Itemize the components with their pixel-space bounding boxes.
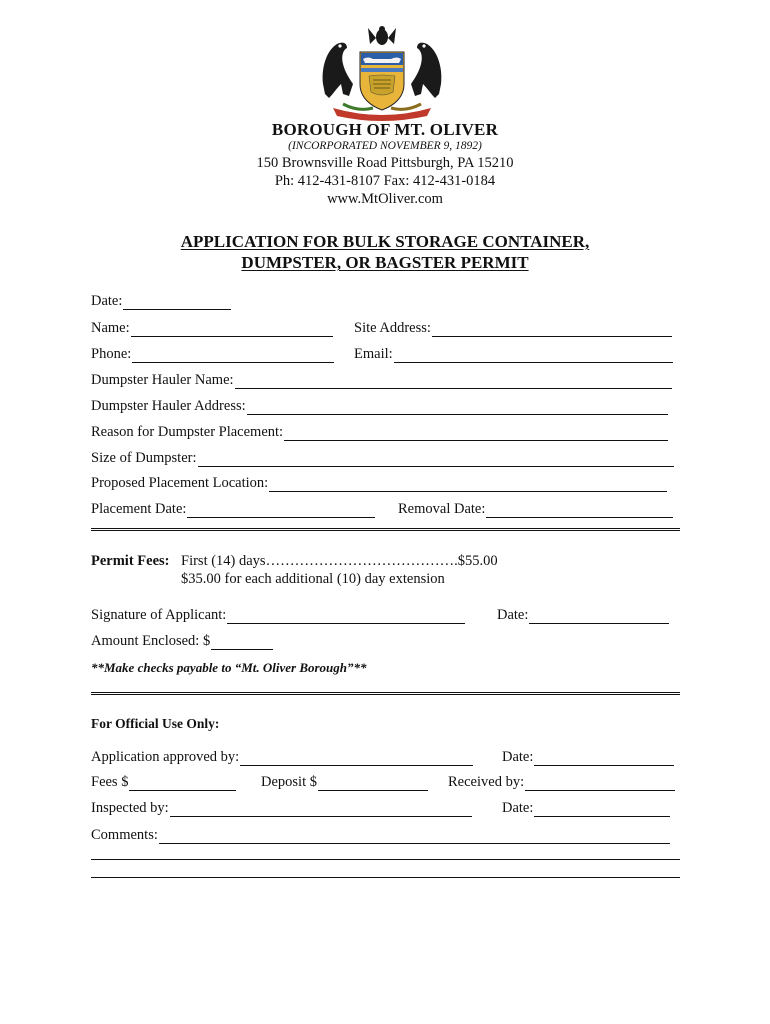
placement-date-input-line[interactable] [187,502,375,518]
size-label: Size of Dumpster: [91,450,197,466]
inspected-date-label: Date: [502,800,534,816]
comments-label: Comments: [91,827,158,843]
approved-by-field [91,748,473,766]
hauler-address-label: Dumpster Hauler Address: [91,398,246,414]
deposit-label: Deposit $ [261,774,317,790]
comments-extra-line-1[interactable] [91,859,680,860]
name-label: Name: [91,320,130,336]
inspected-by-label: Inspected by: [91,800,169,816]
site-address-field [354,319,672,337]
borough-seal-logo [313,22,451,122]
size-field [91,449,674,467]
hauler-address-input-line[interactable] [247,399,668,415]
permit-fees-label: Permit Fees: [91,553,170,569]
received-by-label: Received by: [448,774,525,790]
approved-by-input-line[interactable] [240,750,473,766]
removal-date-field [398,500,673,518]
eagle-crest [368,26,396,45]
right-horse [411,43,441,98]
signature-field [91,606,465,624]
hauler-name-label: Dumpster Hauler Name: [91,372,234,388]
borough-website: www.MtOliver.com [327,191,443,207]
date-label: Date: [91,293,123,309]
phone-label: Phone: [91,346,132,362]
comments-field [91,826,670,844]
placement-date-field [91,500,375,518]
shield [360,52,404,110]
phone-field [91,345,334,363]
form-title-line-2: DUMPSTER, OR BAGSTER PERMIT [241,253,529,272]
received-by-input-line[interactable] [525,775,675,791]
signature-date-field [497,606,669,624]
email-field [354,345,673,363]
reason-field [91,423,668,441]
reason-input-line[interactable] [284,425,668,441]
approved-date-input-line[interactable] [534,750,674,766]
removal-date-input-line[interactable] [486,502,673,518]
location-input-line[interactable] [269,476,667,492]
amount-enclosed-label: Amount Enclosed: $ [91,633,211,649]
inspected-by-field [91,799,472,817]
deposit-input-line[interactable] [318,775,428,791]
fees-label: Fees $ [91,774,129,790]
borough-phone-fax: Ph: 412-431-8107 Fax: 412-431-0184 [274,173,496,189]
comments-input-line[interactable] [159,828,670,844]
location-label: Proposed Placement Location: [91,475,269,491]
site-address-input-line[interactable] [432,321,672,337]
hauler-address-field [91,397,668,415]
removal-date-label: Removal Date: [398,501,486,517]
permit-fees-first-period: First (14) days………………………………….$55.00 [181,553,498,569]
inspected-date-input-line[interactable] [534,801,670,817]
approved-by-label: Application approved by: [91,749,240,765]
inspected-by-input-line[interactable] [170,801,472,817]
incorporation-date: (INCORPORATED NOVEMBER 9, 1892) [288,140,482,152]
phone-input-line[interactable] [132,347,334,363]
email-input-line[interactable] [394,347,673,363]
comments-extra-line-2[interactable] [91,877,680,878]
official-use-heading: For Official Use Only: [91,716,220,731]
reason-label: Reason for Dumpster Placement: [91,424,284,440]
official-divider [91,692,680,695]
fees-field [91,773,236,791]
email-label: Email: [354,346,393,362]
section-divider [91,528,680,531]
amount-enclosed-input-line[interactable] [211,634,273,650]
checks-payable-note: **Make checks payable to “Mt. Oliver Borough”** [91,660,367,675]
borough-name: BOROUGH OF MT. OLIVER [271,120,499,139]
approved-date-field [502,748,674,766]
received-by-field [448,773,675,791]
name-input-line[interactable] [131,321,333,337]
date-field [91,292,231,310]
amount-enclosed-field [91,632,273,650]
signature-input-line[interactable] [227,608,465,624]
name-field [91,319,333,337]
deposit-field [261,773,428,791]
placement-date-label: Placement Date: [91,501,187,517]
signature-date-input-line[interactable] [529,608,669,624]
inspected-date-field [502,799,670,817]
permit-fees-extension: $35.00 for each additional (10) day extension [181,571,445,587]
approved-date-label: Date: [502,749,534,765]
signature-label: Signature of Applicant: [91,607,227,623]
form-title-line-1: APPLICATION FOR BULK STORAGE CONTAINER, [180,232,590,251]
location-field [91,474,667,492]
hauler-name-field [91,371,672,389]
fees-input-line[interactable] [129,775,236,791]
date-input-line[interactable] [123,294,231,310]
hauler-name-input-line[interactable] [235,373,672,389]
signature-date-label: Date: [497,607,529,623]
borough-address: 150 Brownsville Road Pittsburgh, PA 15210 [256,155,514,171]
size-input-line[interactable] [198,451,674,467]
left-horse [323,43,353,98]
site-address-label: Site Address: [354,320,431,336]
